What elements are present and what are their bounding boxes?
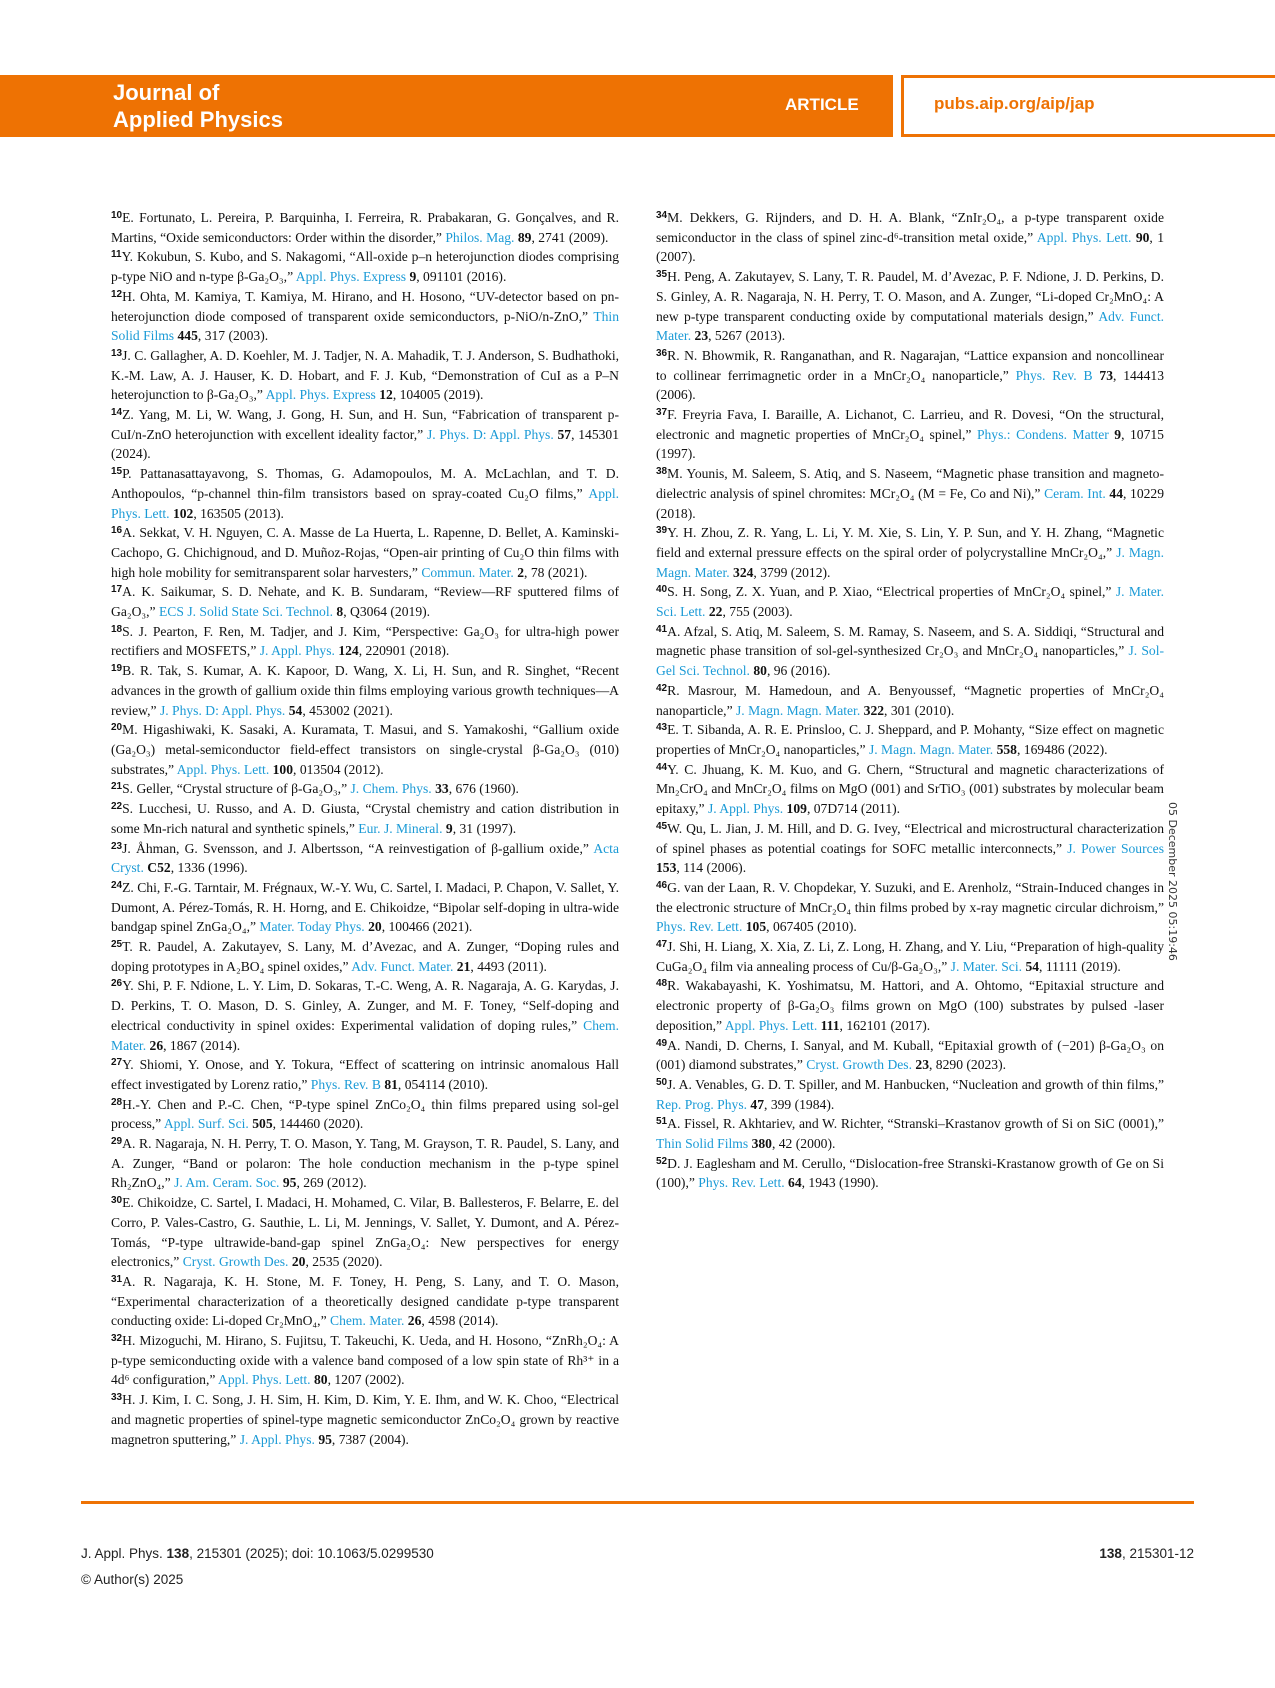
- download-timestamp: 05 December 2025 05:19:46: [1166, 802, 1179, 961]
- footer-citation-volume: 138: [166, 1546, 190, 1561]
- reference-text: J. Shi, H. Liang, X. Xia, Z. Li, Z. Long, H. Zhang, and Y. Liu, “Preparation of high-quality CuGa₂O₄ film via annealing process of Cu/β-Ga₂O₃,”: [656, 939, 1164, 974]
- footer-page-number: [1099, 1546, 1194, 1561]
- journal-title-line2: Applied Physics: [113, 107, 283, 132]
- reference-volume: 57: [557, 426, 572, 442]
- reference-number: 42: [656, 682, 668, 694]
- reference-number: 21: [111, 781, 123, 793]
- reference-number: 22: [111, 801, 123, 813]
- footer-page-volume: 138: [1099, 1546, 1122, 1561]
- reference-journal-link[interactable]: Appl. Phys. Lett.: [111, 485, 619, 521]
- reference-journal-link[interactable]: Ceram. Int.: [1044, 485, 1106, 501]
- reference-text: M. Younis, M. Saleem, S. Atiq, and S. Naseem, “Magnetic phase transition and magneto-dielectric analysis of spinel chromites: MCr₂O₄ (M = Fe, Co and Ni),”: [656, 466, 1164, 501]
- reference-text: H. Ohta, M. Kamiya, T. Kamiya, M. Hirano, and H. Hosono, “UV-detector based on pn-heterojunction diode composed of transparent oxide semiconductors, p-NiO/n-ZnO,”: [111, 288, 619, 324]
- footer-citation: [81, 1546, 434, 1561]
- reference-text: H. J. Kim, I. C. Song, J. H. Sim, H. Kim, D. Kim, Y. E. Ihm, and W. K. Choo, “Electrical and magnetic properties of spinel-type magnetic semiconductor ZnCo₂O₄ grown by reactive magnetron sputtering,”: [111, 1392, 619, 1447]
- reference-text: S. Geller, “Crystal structure of β-Ga₂O₃,”: [122, 781, 351, 797]
- journal-header: [0, 75, 1275, 137]
- reference-number: 39: [656, 525, 668, 537]
- reference-pages-year: , 31 (1997).: [452, 820, 517, 836]
- reference-volume: 80: [313, 1372, 328, 1388]
- reference-volume: 322: [863, 702, 885, 718]
- reference-number: 27: [111, 1057, 123, 1069]
- reference-pages-year: , 2535 (2020).: [305, 1254, 383, 1270]
- reference-item: [656, 760, 1164, 819]
- reference-number: 11: [111, 249, 122, 261]
- header-banner: [0, 75, 893, 137]
- reference-journal-link[interactable]: Chem. Mater.: [111, 1017, 619, 1053]
- reference-text: R. Masrour, M. Hamedoun, and A. Benyoussef, “Magnetic properties of MnCr₂O₄ nanoparticle,”: [656, 682, 1164, 718]
- reference-text: M. Dekkers, G. Rijnders, and D. H. A. Blank, “ZnIr₂O₄, a p-type transparent oxide semiconductor in the class of spinel zinc-d⁶-transition metal oxide,”: [656, 210, 1164, 245]
- footer-citation-rest: , 215301 (2025); doi: 10.1063/5.0299530: [189, 1546, 434, 1561]
- reference-number: 28: [111, 1096, 123, 1108]
- reference-pages-year: , 067405 (2010).: [766, 919, 857, 935]
- reference-volume: 81: [384, 1076, 398, 1092]
- reference-pages-year: , 169486 (2022).: [1016, 741, 1108, 757]
- reference-volume: 324: [733, 564, 754, 580]
- reference-text: J. A. Venables, G. D. T. Spiller, and M. Hanbucken, “Nucleation and growth of thin films,”: [667, 1076, 1164, 1092]
- reference-item: [656, 681, 1164, 720]
- reference-volume: 109: [786, 801, 807, 817]
- reference-text: Z. Chi, F.-G. Tarntair, M. Frégnaux, W.-Y. Wu, C. Sartel, I. Madaci, P. Chapon, V. Sallet, Y. Dumont, A. Pérez-Tomás, R. H. Horng, and E. Chikoidze, “Bipolar self-doping in ultra-wide bandgap spinel ZnGa₂O₄,”: [111, 879, 619, 935]
- reference-pages-year: , 317 (2003).: [197, 328, 269, 344]
- reference-number: 33: [111, 1392, 123, 1404]
- reference-volume: 20: [291, 1254, 306, 1270]
- reference-item: [111, 405, 619, 464]
- reference-item: [656, 976, 1164, 1035]
- reference-volume: 80: [753, 663, 767, 679]
- reference-pages-year: , 145301 (2024).: [111, 426, 619, 462]
- reference-journal-link[interactable]: J. Mater. Sci.: [950, 958, 1023, 974]
- reference-volume: 26: [149, 1037, 164, 1053]
- reference-text: A. R. Nagaraja, K. H. Stone, M. F. Toney, H. Peng, S. Lany, and T. O. Mason, “Experimental characterization of a theoretically designed candidate p-type transparent conducting oxide: Li-doped Cr₂MnO₄,”: [111, 1273, 619, 1329]
- reference-journal-link[interactable]: J. Appl. Phys.: [707, 801, 784, 817]
- reference-volume: 47: [750, 1096, 765, 1112]
- reference-volume: 64: [788, 1175, 802, 1191]
- reference-text: B. R. Tak, S. Kumar, A. K. Kapoor, D. Wang, X. Li, H. Sun, and R. Singhet, “Recent advances in the growth of gallium oxide thin films employing various growth techniques—A review,”: [111, 663, 619, 718]
- reference-pages-year: , 453002 (2021).: [302, 702, 393, 718]
- reference-item: [111, 346, 619, 405]
- reference-number: 23: [111, 840, 123, 852]
- reference-pages-year: , 269 (2012).: [296, 1175, 367, 1191]
- reference-number: 20: [111, 722, 123, 734]
- reference-text: Y. Kokubun, S. Kubo, and S. Nakagomi, “All-oxide p–n heterojunction diodes comprising p-type NiO and n-type β-Ga₂O₃,”: [111, 249, 619, 285]
- reference-volume: 26: [407, 1313, 422, 1329]
- reference-pages-year: , 07D714 (2011).: [806, 801, 901, 817]
- reference-text: Y. Shi, P. F. Ndione, L. Y. Lim, D. Sokaras, T.-C. Weng, A. R. Nagaraja, A. G. Karydas, J. D. Perkins, T. O. Mason, D. S. Ginley, A. Zunger, and M. F. Toney, “Self-doping and electrical conductivity in spinel oxides: Experimental validation of doping rules,”: [111, 978, 619, 1033]
- reference-volume: 445: [177, 328, 198, 344]
- reference-journal-link[interactable]: Rep. Prog. Phys.: [656, 1096, 748, 1112]
- reference-journal-link[interactable]: J. Appl. Phys.: [239, 1431, 315, 1447]
- reference-item: [111, 839, 619, 878]
- reference-volume: 54: [1025, 958, 1040, 974]
- reference-item: [111, 878, 619, 937]
- reference-pages-year: , 091101 (2016).: [416, 269, 507, 285]
- reference-pages-year: , 301 (2010).: [884, 702, 955, 718]
- reference-item: [111, 1331, 619, 1390]
- reference-number: 45: [656, 820, 668, 832]
- reference-pages-year: , 5267 (2013).: [708, 328, 786, 344]
- reference-item: [656, 1154, 1164, 1193]
- reference-item: [111, 779, 619, 799]
- reference-pages-year: , 3799 (2012).: [753, 564, 831, 580]
- reference-pages-year: , 220901 (2018).: [358, 643, 450, 659]
- reference-pages-year: , 1207 (2002).: [327, 1372, 405, 1388]
- reference-journal-link[interactable]: J. Appl. Phys.: [259, 643, 335, 659]
- reference-journal-link[interactable]: Acta Cryst.: [111, 840, 619, 876]
- reference-pages-year: , 96 (2016).: [766, 663, 831, 679]
- reference-journal-link[interactable]: Appl. Phys. Lett.: [176, 761, 270, 777]
- reference-journal-link[interactable]: J. Power Sources: [1067, 840, 1164, 856]
- reference-item: [656, 1036, 1164, 1075]
- reference-journal-link[interactable]: J. Magn. Magn. Mater.: [736, 702, 861, 718]
- reference-number: 19: [111, 663, 123, 675]
- reference-number: 31: [111, 1273, 123, 1285]
- reference-number: 51: [656, 1116, 668, 1128]
- reference-journal-link[interactable]: J. Mater. Sci. Lett.: [656, 584, 1164, 620]
- reference-item: [111, 799, 619, 838]
- journal-title-line1: Journal of: [113, 80, 220, 105]
- reference-item: [111, 1272, 619, 1331]
- reference-text: A. Afzal, S. Atiq, M. Saleem, S. M. Ramay, S. Naseem, and S. A. Siddiqi, “Structural and magnetic phase transition of sol-gel-synthesized Cr₂O₃ and MnCr₂O₄ nanoparticles,”: [656, 623, 1164, 659]
- footer-page-rest: , 215301-12: [1121, 1546, 1194, 1561]
- reference-text: F. Freyria Fava, I. Baraille, A. Lichanot, C. Larrieu, and R. Dovesi, “On the structural, electronic and magnetic properties of MnCr₂O₄ spinel,”: [656, 407, 1164, 442]
- reference-item: [656, 523, 1164, 582]
- reference-volume: 95: [282, 1175, 297, 1191]
- reference-number: 34: [656, 210, 668, 221]
- reference-number: 25: [111, 939, 123, 951]
- reference-text: A. Nandi, D. Cherns, I. Sanyal, and M. Kuball, “Epitaxial growth of (−201) β-Ga₂O₃ on (001) diamond substrates,”: [656, 1037, 1164, 1073]
- reference-text: H. Peng, A. Zakutayev, S. Lany, T. R. Paudel, M. d’Avezac, P. F. Ndione, J. D. Perkins, D. S. Ginley, A. R. Nagaraja, N. H. Perry, T. O. Mason, and A. Zunger, “Li-doped Cr₂MnO₄: A new p-type transparent conducting oxide by computational materials design,”: [656, 269, 1164, 324]
- reference-volume: 102: [172, 505, 194, 521]
- reference-item: [656, 819, 1164, 878]
- reference-item: [111, 1134, 619, 1193]
- reference-item: [111, 1390, 619, 1449]
- reference-volume: 558: [996, 741, 1017, 757]
- reference-journal-link[interactable]: Appl. Phys. Lett.: [724, 1017, 818, 1033]
- footer-citation-prefix: J. Appl. Phys.: [81, 1546, 167, 1561]
- reference-text: E. Fortunato, L. Pereira, P. Barquinha, I. Ferreira, R. Prabakaran, G. Gonçalves, and R. Martins, “Oxide semiconductors: Order within the disorder,”: [111, 210, 619, 245]
- reference-journal-link[interactable]: Adv. Funct. Mater.: [656, 308, 1164, 344]
- reference-text: J. Åhman, G. Svensson, and J. Albertsson, “A reinvestigation of β-gallium oxide,”: [122, 840, 594, 856]
- reference-volume: 505: [252, 1116, 273, 1132]
- reference-volume: 12: [379, 387, 393, 403]
- reference-number: 37: [656, 407, 668, 419]
- reference-text: R. N. Bhowmik, R. Ranganathan, and R. Nagarajan, “Lattice expansion and noncollinear to collinear ferrimagnetic order in a MnCr₂O₄ nanoparticle,”: [656, 347, 1164, 383]
- reference-item: [111, 622, 619, 661]
- reference-text: R. Wakabayashi, K. Yoshimatsu, M. Hattori, and A. Ohtomo, “Epitaxial structure and electronic property of β-Ga₂O₃ films grown on MgO (100) substrates by pulsed -laser deposition,”: [656, 978, 1164, 1033]
- reference-journal-link[interactable]: J. Sol-Gel Sci. Technol.: [656, 643, 1165, 679]
- reference-number: 36: [656, 347, 668, 359]
- reference-number: 13: [111, 347, 123, 359]
- reference-journal-link[interactable]: Appl. Phys. Lett.: [1036, 229, 1132, 245]
- reference-pages-year: , 054114 (2010).: [397, 1076, 489, 1092]
- reference-volume: 23: [694, 328, 709, 344]
- reference-number: 32: [111, 1333, 123, 1345]
- reference-pages-year: , 114 (2006).: [676, 860, 747, 876]
- reference-number: 30: [111, 1195, 123, 1207]
- reference-number: 18: [111, 623, 123, 635]
- reference-volume: 100: [272, 761, 294, 777]
- reference-journal-link[interactable]: Phys. Rev. B: [310, 1076, 381, 1092]
- reference-journal-link[interactable]: Phys.: Condens. Matter: [976, 426, 1109, 442]
- reference-journal-link[interactable]: J. Phys. D: Appl. Phys.: [426, 426, 554, 442]
- reference-journal-link[interactable]: Phys. Rev. Lett.: [656, 919, 743, 935]
- reference-journal-link[interactable]: J. Magn. Magn. Mater.: [868, 741, 994, 757]
- reference-text: S. J. Pearton, F. Ren, M. Tadjer, and J. Kim, “Perspective: Ga₂O₃ for ultra-high power rectifiers and MOSFETS,”: [111, 623, 619, 659]
- reference-number: 38: [656, 466, 668, 478]
- reference-pages-year: , 4598 (2014).: [421, 1313, 499, 1329]
- reference-journal-link[interactable]: Mater. Today Phys.: [259, 919, 365, 935]
- reference-volume: 20: [368, 919, 382, 935]
- reference-text: T. R. Paudel, A. Zakutayev, S. Lany, M. d’Avezac, and A. Zunger, “Doping rules and doping prototypes in A₂BO₄ spinel oxides,”: [111, 939, 619, 974]
- reference-item: [111, 287, 619, 346]
- reference-journal-link[interactable]: ECS J. Solid State Sci. Technol.: [158, 604, 333, 620]
- reference-volume: 33: [435, 781, 449, 797]
- reference-text: Z. Yang, M. Li, W. Wang, J. Gong, H. Sun, and H. Sun, “Fabrication of transparent p-CuI/n-ZnO heterojunction with excellent ideality factor,”: [111, 407, 619, 442]
- reference-journal-link[interactable]: Cryst. Growth Des.: [806, 1057, 912, 1073]
- reference-item: [656, 1114, 1164, 1153]
- reference-volume: 380: [751, 1136, 772, 1152]
- reference-volume: 9: [445, 820, 453, 836]
- reference-volume: 9: [1114, 426, 1122, 442]
- journal-url-link[interactable]: pubs.aip.org/aip/jap: [934, 94, 1095, 113]
- reference-pages-year: , 755 (2003).: [722, 604, 793, 620]
- reference-pages-year: , 1943 (1990).: [801, 1175, 879, 1191]
- reference-item: [111, 582, 619, 621]
- reference-number: 17: [111, 584, 123, 596]
- reference-number: 46: [656, 879, 668, 891]
- reference-volume: 124: [338, 643, 359, 659]
- reference-item: [656, 622, 1164, 681]
- reference-item: [111, 208, 619, 247]
- journal-title: [113, 79, 283, 133]
- reference-volume: 89: [517, 229, 532, 245]
- reference-pages-year: , 2741 (2009).: [531, 229, 609, 245]
- reference-text: S. H. Song, Z. X. Yuan, and P. Xiao, “Electrical properties of MnCr₂O₄ spinel,”: [667, 584, 1116, 600]
- reference-journal-link[interactable]: Cryst. Growth Des.: [182, 1254, 289, 1270]
- reference-text: A. Fissel, R. Akhtariev, and W. Richter, “Stranski–Krastanov growth of Si on SiC (0001),”: [667, 1116, 1164, 1132]
- reference-journal-link[interactable]: J. Am. Ceram. Soc.: [174, 1175, 280, 1191]
- reference-pages-year: , 4493 (2011).: [470, 958, 547, 974]
- reference-volume: 23: [915, 1057, 929, 1073]
- reference-journal-link[interactable]: Commun. Mater.: [421, 564, 514, 580]
- url-box: [901, 75, 1275, 137]
- reference-item: [111, 464, 619, 523]
- article-label: ARTICLE: [785, 95, 859, 114]
- reference-journal-link[interactable]: Appl. Surf. Sci.: [163, 1116, 249, 1132]
- reference-item: [111, 937, 619, 976]
- reference-pages-year: , Q3064 (2019).: [343, 604, 431, 620]
- reference-pages-year: , 144413 (2006).: [656, 367, 1164, 403]
- reference-pages-year: , 7387 (2004).: [331, 1431, 409, 1447]
- reference-pages-year: , 163505 (2013).: [193, 505, 284, 521]
- reference-item: [656, 346, 1164, 405]
- reference-item: [111, 247, 619, 286]
- reference-journal-link[interactable]: Appl. Phys. Express: [265, 387, 376, 403]
- reference-number: 48: [656, 978, 668, 990]
- reference-journal-link[interactable]: Thin Solid Films: [656, 1136, 749, 1152]
- reference-pages-year: , 013504 (2012).: [293, 761, 384, 777]
- reference-journal-link[interactable]: Phys. Rev. B: [1015, 367, 1093, 383]
- reference-volume: 22: [708, 604, 723, 620]
- reference-item: [656, 582, 1164, 621]
- reference-item: [111, 720, 619, 779]
- reference-number: 44: [656, 761, 668, 773]
- reference-item: [656, 267, 1164, 346]
- reference-text: W. Qu, L. Jian, J. M. Hill, and D. G. Ivey, “Electrical and microstructural characterization of spinel phases as potential coatings for SOFC metallic interconnects,”: [656, 820, 1164, 856]
- reference-number: 26: [111, 978, 123, 990]
- reference-number: 43: [656, 722, 668, 734]
- reference-pages-year: , 676 (1960).: [448, 781, 519, 797]
- footer-copyright: © Author(s) 2025: [81, 1572, 184, 1587]
- reference-number: 16: [111, 525, 123, 537]
- reference-text: A. Sekkat, V. H. Nguyen, C. A. Masse de La Huerta, L. Rapenne, D. Bellet, A. Kaminski-Cachopo, G. Chichignoud, and D. Muñoz-Rojas, “Open-air printing of Cu₂O thin films with high hole mobility for semitransparent solar harvesters,”: [111, 525, 619, 580]
- footer-divider: [81, 1501, 1194, 1504]
- reference-pages-year: , 78 (2021).: [524, 564, 588, 580]
- reference-text: D. J. Eaglesham and M. Cerullo, “Dislocation-free Stranski-Krastanow growth of Ge on Si (100),”: [656, 1155, 1164, 1191]
- reference-item: [656, 720, 1164, 759]
- reference-pages-year: , 144460 (2020).: [272, 1116, 364, 1132]
- reference-number: 12: [111, 288, 123, 300]
- reference-text: Y. H. Zhou, Z. R. Yang, L. Li, Y. M. Xie, S. Lin, Y. P. Sun, and Y. H. Zhang, “Magnetic field and external pressure effects on the spiral order of polycrystalline MnCr₂O₄,”: [656, 525, 1164, 560]
- reference-item: [656, 208, 1164, 267]
- reference-pages-year: , 10715 (1997).: [656, 426, 1164, 462]
- reference-item: [111, 661, 619, 720]
- reference-pages-year: , 399 (1984).: [764, 1096, 835, 1112]
- reference-pages-year: , 11111 (2019).: [1039, 958, 1121, 974]
- reference-volume: C52: [147, 860, 171, 876]
- reference-pages-year: , 8290 (2023).: [929, 1057, 1007, 1073]
- reference-journal-link[interactable]: Adv. Funct. Mater.: [351, 958, 454, 974]
- reference-number: 52: [656, 1155, 668, 1167]
- reference-volume: 73: [1099, 367, 1113, 383]
- reference-text: G. van der Laan, R. V. Chopdekar, Y. Suzuki, and E. Arenholz, “Strain-Induced changes in the electronic structure of MnCr₂O₄ thin films probed by x-ray magnetic circular dichroism,”: [656, 879, 1164, 915]
- reference-text: H.-Y. Chen and P.-C. Chen, “P-type spinel ZnCo₂O₄ thin films prepared using sol-gel process,”: [111, 1096, 619, 1132]
- reference-volume: 153: [656, 860, 677, 876]
- reference-item: [111, 976, 619, 1055]
- reference-text: Y. Shiomi, Y. Onose, and Y. Tokura, “Effect of scattering on intrinsic anomalous Hall effect investigated by Lorenz ratio,”: [111, 1057, 619, 1092]
- reference-journal-link[interactable]: Appl. Phys. Lett.: [218, 1372, 311, 1388]
- reference-journal-link[interactable]: Thin Solid Films: [111, 308, 619, 344]
- reference-item: [656, 937, 1164, 976]
- reference-text: H. Mizoguchi, M. Hirano, S. Fujitsu, T. Takeuchi, K. Ueda, and H. Hosono, “ZnRh₂O₄: A p-type semiconducting oxide with a valence band composed of a low spin state of Rh³⁺ in a 4d⁶ configuration,”: [111, 1333, 619, 1388]
- reference-item: [111, 523, 619, 582]
- reference-text: A. R. Nagaraja, N. H. Perry, T. O. Mason, Y. Tang, M. Grayson, T. R. Paudel, S. Lany, and A. Zunger, “Band or polaron: The hole conduction mechanism in the p-type spinel Rh₂ZnO₄,”: [111, 1136, 619, 1191]
- reference-number: 40: [656, 584, 668, 596]
- reference-item: [111, 1055, 619, 1094]
- reference-number: 14: [111, 407, 123, 419]
- reference-journal-link[interactable]: Eur. J. Mineral.: [358, 820, 443, 836]
- reference-text: P. Pattanasattayavong, S. Thomas, G. Adamopoulos, M. A. McLachlan, and T. D. Anthopoulos, “p-channel thin-film transistors based on spray-coated Cu₂O films,”: [111, 466, 619, 501]
- reference-item: [656, 464, 1164, 523]
- reference-volume: 54: [288, 702, 303, 718]
- reference-journal-link[interactable]: J. Phys. D: Appl. Phys.: [159, 702, 286, 718]
- reference-text: E. T. Sibanda, A. R. E. Prinsloo, C. J. Sheppard, and P. Mohanty, “Size effect on magnetic properties of MnCr₂O₄ nanoparticles,”: [656, 722, 1164, 757]
- reference-text: Y. C. Jhuang, K. M. Kuo, and G. Chern, “Structural and magnetic characterizations of Mn₂CrO₄ and MnCr₂O₄ films on MgO (001) and SrTiO₃ (001) substrates by molecular beam epitaxy,”: [656, 761, 1164, 817]
- reference-text: E. Chikoidze, C. Sartel, I. Madaci, H. Mohamed, C. Vilar, B. Ballesteros, F. Belarre, E. del Corro, P. Vales-Castro, G. Sauthie, L. Li, M. Jennings, V. Sallet, Y. Dumont, and A. Pérez-Tomás, “P-type ultrawide-band-gap spinel ZnGa₂O₄: New perspectives for energy electronics,”: [111, 1195, 619, 1270]
- reference-pages-year: , 1336 (1996).: [170, 860, 248, 876]
- reference-journal-link[interactable]: J. Magn. Magn. Mater.: [656, 544, 1165, 580]
- reference-pages-year: , 104005 (2019).: [392, 387, 484, 403]
- reference-journal-link[interactable]: Phys. Rev. Lett.: [698, 1175, 785, 1191]
- reference-number: 50: [656, 1076, 668, 1088]
- reference-pages-year: , 1 (2007).: [656, 229, 1165, 265]
- reference-volume: 105: [745, 919, 767, 935]
- reference-number: 15: [111, 466, 123, 478]
- reference-volume: 111: [820, 1017, 840, 1033]
- reference-volume: 2: [517, 564, 525, 580]
- reference-pages-year: , 10229 (2018).: [656, 485, 1165, 521]
- reference-volume: 21: [456, 958, 471, 974]
- reference-pages-year: , 162101 (2017).: [839, 1017, 931, 1033]
- reference-pages-year: , 1867 (2014).: [163, 1037, 241, 1053]
- reference-text: J. C. Gallagher, A. D. Koehler, M. J. Tadjer, N. A. Mahadik, T. J. Anderson, S. Budhathoki, K.-M. Law, A. J. Hauser, K. D. Hobart, and F. J. Kub, “Demonstration of CuI as a P–N heterojunction to β-Ga₂O₃,”: [111, 347, 619, 403]
- reference-volume: 9: [409, 269, 417, 285]
- reference-item: [656, 1075, 1164, 1114]
- reference-item: [111, 1095, 619, 1134]
- reference-number: 10: [111, 210, 123, 221]
- reference-list: [111, 208, 1164, 1458]
- reference-journal-link[interactable]: Appl. Phys. Express: [295, 269, 407, 285]
- reference-text: M. Higashiwaki, K. Sasaki, A. Kuramata, T. Masui, and S. Yamakoshi, “Gallium oxide (Ga₂O₃) metal-semiconductor field-effect transistors on single-crystal β-Ga₂O₃ (010) substrates,”: [111, 722, 619, 777]
- reference-number: 41: [656, 623, 668, 635]
- reference-volume: 44: [1109, 485, 1124, 501]
- reference-pages-year: , 100466 (2021).: [381, 919, 473, 935]
- reference-text: A. K. Saikumar, S. D. Nehate, and K. B. Sundaram, “Review—RF sputtered films of Ga₂O₃,”: [111, 584, 619, 620]
- reference-journal-link[interactable]: Philos. Mag.: [445, 229, 515, 245]
- reference-item: [111, 1193, 619, 1272]
- reference-pages-year: , 42 (2000).: [771, 1136, 836, 1152]
- reference-journal-link[interactable]: Chem. Mater.: [330, 1313, 405, 1329]
- reference-number: 24: [111, 879, 123, 891]
- reference-journal-link[interactable]: J. Chem. Phys.: [350, 781, 432, 797]
- reference-number: 35: [656, 269, 668, 281]
- reference-item: [656, 878, 1164, 937]
- reference-number: 29: [111, 1136, 123, 1148]
- reference-number: 49: [656, 1037, 668, 1049]
- reference-item: [656, 405, 1164, 464]
- reference-number: 47: [656, 939, 668, 951]
- reference-volume: 8: [336, 604, 344, 620]
- reference-volume: 90: [1135, 229, 1150, 245]
- reference-volume: 95: [318, 1431, 332, 1447]
- reference-text: S. Lucchesi, U. Russo, and A. D. Giusta, “Crystal chemistry and cation distribution in some Mn-rich natural and synthetic spinels,”: [111, 801, 619, 836]
